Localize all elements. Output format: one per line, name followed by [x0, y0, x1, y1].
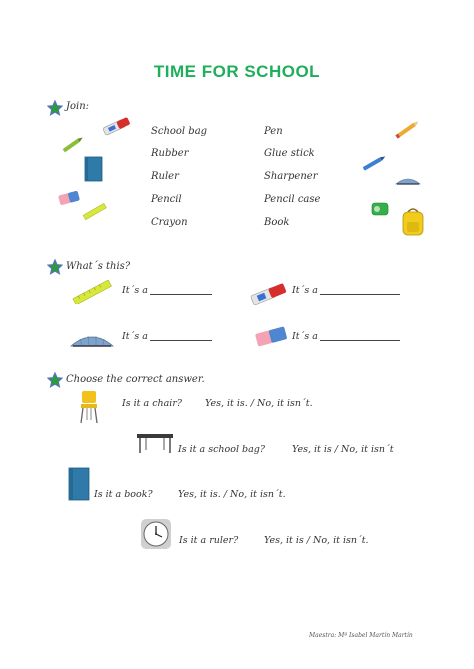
glue-stick-icon	[100, 115, 134, 137]
footer-author: Maestra: Mª Isabel Martín Martín	[309, 632, 413, 639]
answer-line-1[interactable]	[150, 294, 212, 295]
chair-icon	[78, 389, 100, 425]
word-book: Book	[264, 217, 290, 228]
word-pencil-case: Pencil case	[264, 194, 321, 205]
star-icon	[47, 259, 63, 275]
pencil-case-icon	[68, 326, 116, 352]
answer-options-1[interactable]: Yes, it is. / No, it isn´t.	[205, 398, 313, 409]
prompt-2: It´s a	[292, 285, 318, 296]
table-icon	[135, 431, 175, 455]
pencil-case-icon	[393, 172, 423, 188]
book-icon	[66, 466, 92, 502]
page-title: TIME FOR SCHOOL	[153, 62, 321, 81]
book-icon	[83, 155, 105, 183]
school-bag-icon	[398, 205, 428, 237]
question-4: Is it a ruler?	[179, 535, 239, 546]
pencil-icon	[393, 118, 423, 140]
ruler-icon	[70, 280, 114, 304]
word-pencil: Pencil	[151, 194, 182, 205]
answer-line-2[interactable]	[320, 294, 400, 295]
crayon-icon	[58, 133, 86, 157]
word-sharpener: Sharpener	[264, 171, 318, 182]
word-rubber: Rubber	[151, 148, 189, 159]
word-glue-stick: Glue stick	[264, 148, 315, 159]
word-school-bag: School bag	[151, 126, 208, 137]
prompt-1: It´s a	[122, 285, 148, 296]
answer-options-2[interactable]: Yes, it is / No, it isn´t	[292, 444, 394, 455]
word-crayon: Crayon	[151, 217, 188, 228]
rubber-icon	[55, 188, 83, 208]
word-ruler: Ruler	[151, 171, 179, 182]
answer-options-3[interactable]: Yes, it is. / No, it isn´t.	[178, 489, 286, 500]
answer-line-3[interactable]	[150, 340, 212, 341]
section-heading-whats-this: What´s this?	[66, 261, 131, 272]
sharpener-icon	[369, 200, 393, 218]
ruler-icon	[82, 201, 108, 223]
question-1: Is it a chair?	[122, 398, 182, 409]
section-heading-choose: Choose the correct answer.	[66, 374, 205, 385]
answer-line-4[interactable]	[320, 340, 400, 341]
answer-options-4[interactable]: Yes, it is / No, it isn´t.	[264, 535, 369, 546]
star-icon	[47, 372, 63, 388]
clock-icon	[139, 518, 173, 550]
rubber-icon	[252, 322, 290, 350]
word-pen: Pen	[264, 126, 283, 137]
pen-icon	[359, 152, 389, 174]
section-heading-join: Join:	[66, 101, 90, 112]
star-icon	[47, 100, 63, 116]
glue-stick-icon	[248, 281, 290, 307]
prompt-4: It´s a	[292, 331, 318, 342]
prompt-3: It´s a	[122, 331, 148, 342]
question-2: Is it a school bag?	[178, 444, 265, 455]
question-3: Is it a book?	[94, 489, 153, 500]
